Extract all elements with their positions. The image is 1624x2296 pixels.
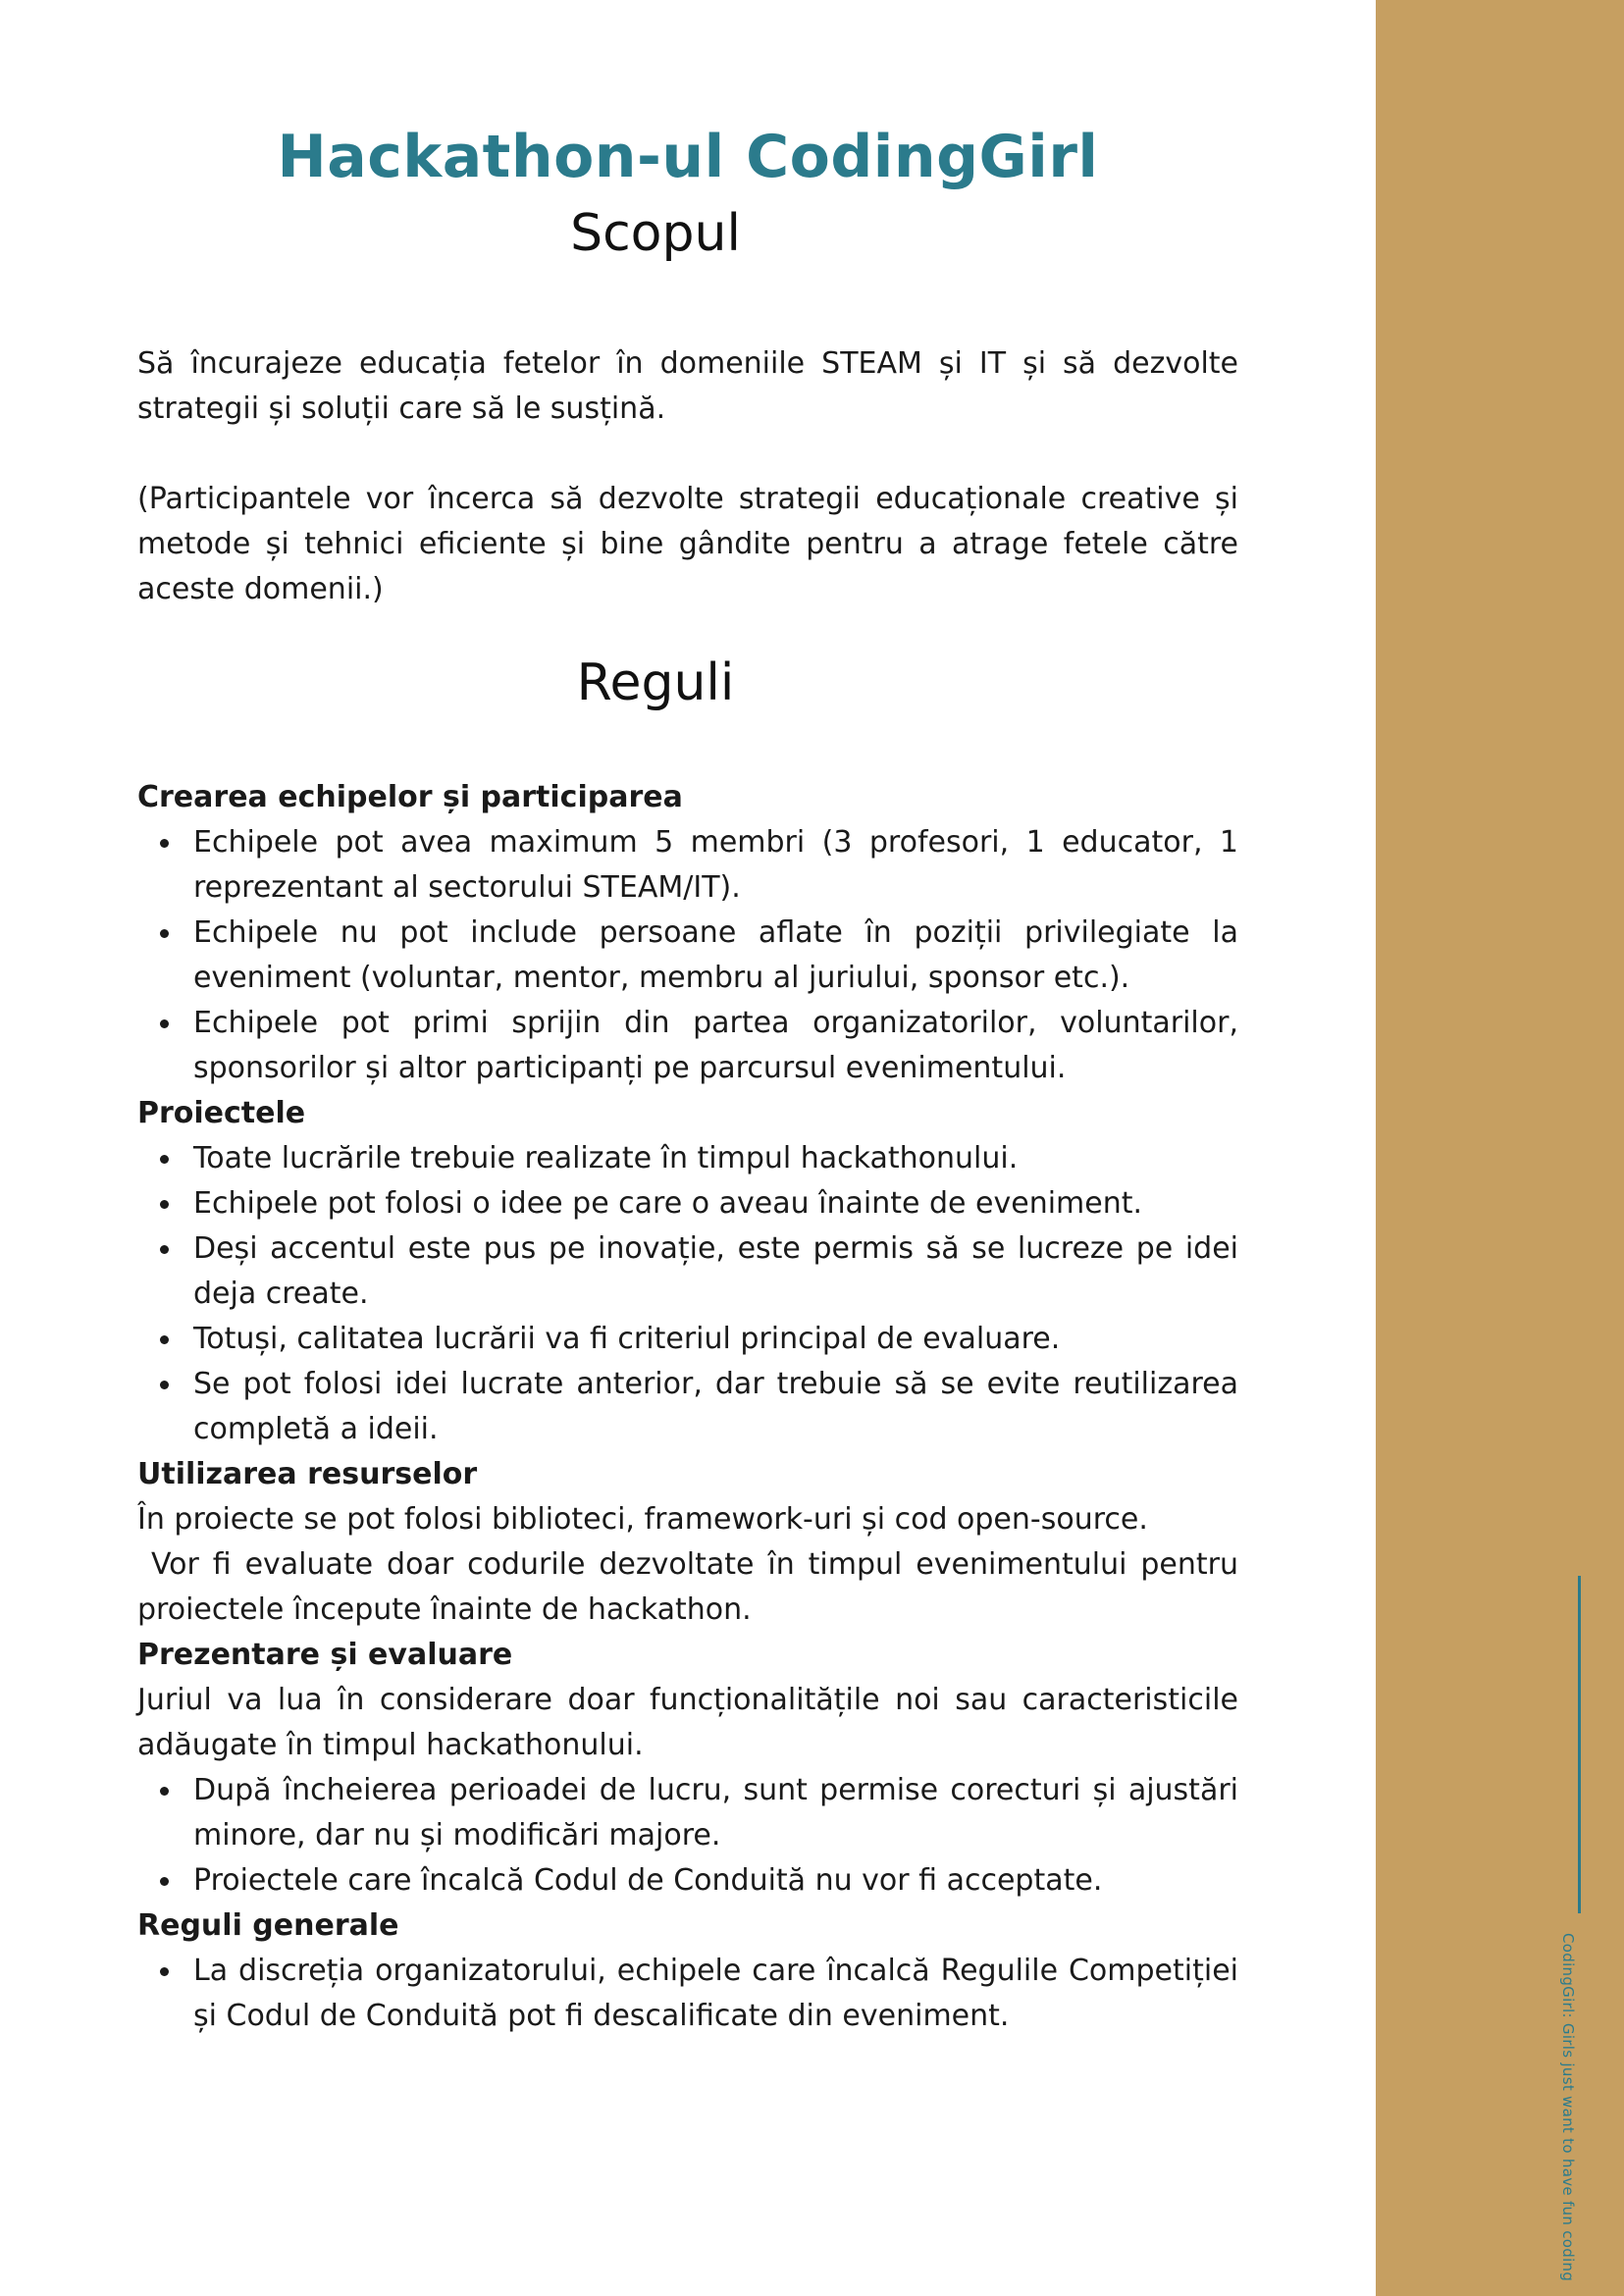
list-item: Echipele nu pot include persoane aflate în poziții privilegiate la eveniment (voluntar, mentor, membru al juriului, sponsor etc.). <box>193 911 1238 1001</box>
sidebar-accent-line <box>1578 1576 1581 1913</box>
section-heading-generale: Reguli generale <box>137 1908 399 1943</box>
scop-heading: Scopul <box>570 204 741 263</box>
list-item: Echipele pot avea maximum 5 membri (3 profesori, 1 educator, 1 reprezentant al sectorului STEAM/IT). <box>193 820 1238 911</box>
list-item: Totuși, calitatea lucrării va fi criteriul principal de evaluare. <box>193 1317 1238 1362</box>
resurse-paragraph: În proiecte se pot folosi biblioteci, framework-uri și cod open-source. <box>137 1502 1148 1537</box>
sidebar-tagline: CodingGirl: Girls just want to have fun coding <box>1559 1933 1577 2282</box>
section-heading-proiectele: Proiectele <box>137 1096 306 1130</box>
list-item: Echipele pot primi sprijin din partea organizatorilor, voluntarilor, sponsorilor și altor participanți pe parcursul evenimentului. <box>193 1001 1238 1091</box>
section-heading-echipe: Crearea echipelor și participarea <box>137 780 683 814</box>
sidebar-band <box>1376 0 1624 2296</box>
document-title: Hackathon-ul CodingGirl <box>277 123 1099 191</box>
bullet-list-evaluare <box>137 1768 1238 1904</box>
evaluare-paragraph: Juriul va lua în considerare doar funcționalitățile noi sau caracteristicile adăugate în timpul hackathonului. <box>137 1683 1238 1762</box>
section-heading-resurse: Utilizarea resurselor <box>137 1457 478 1491</box>
section-heading-evaluare: Prezentare și evaluare <box>137 1638 513 1672</box>
list-item: Se pot folosi idei lucrate anterior, dar trebuie să se evite reutilizarea completă a ideii. <box>193 1362 1238 1452</box>
resurse-paragraph: Vor fi evaluate doar codurile dezvoltate în timpul evenimentului pentru proiectele începute înainte de hackathon. <box>137 1547 1248 1627</box>
list-item: Deși accentul este pus pe inovație, este permis să se lucreze pe idei deja create. <box>193 1226 1238 1317</box>
list-item: Proiectele care încalcă Codul de Conduită nu vor fi acceptate. <box>193 1858 1238 1904</box>
list-item: Toate lucrările trebuie realizate în timpul hackathonului. <box>193 1136 1238 1181</box>
bullet-list-proiectele <box>137 1136 1238 1452</box>
reguli-heading: Reguli <box>576 653 735 712</box>
list-item: Echipele pot folosi o idee pe care o aveau înainte de eveniment. <box>193 1181 1238 1226</box>
scop-note: (Participantele vor încerca să dezvolte strategii educaționale creative și metode și tehnici eficiente și bine gândite pentru a atrage fetele către aceste domenii.) <box>137 482 1238 606</box>
scop-paragraph: Să încurajeze educația fetelor în domeniile STEAM și IT și să dezvolte strategii și soluții care să le susțină. <box>137 346 1238 426</box>
document-body <box>137 116 1248 2039</box>
list-item: După încheierea perioadei de lucru, sunt permise corecturi și ajustări minore, dar nu și modificări majore. <box>193 1768 1238 1858</box>
bullet-list-echipe <box>137 820 1238 1091</box>
list-item: La discreția organizatorului, echipele care încalcă Regulile Competiției și Codul de Conduită pot fi descalificate din eveniment. <box>193 1949 1238 2039</box>
bullet-list-generale <box>137 1949 1238 2039</box>
